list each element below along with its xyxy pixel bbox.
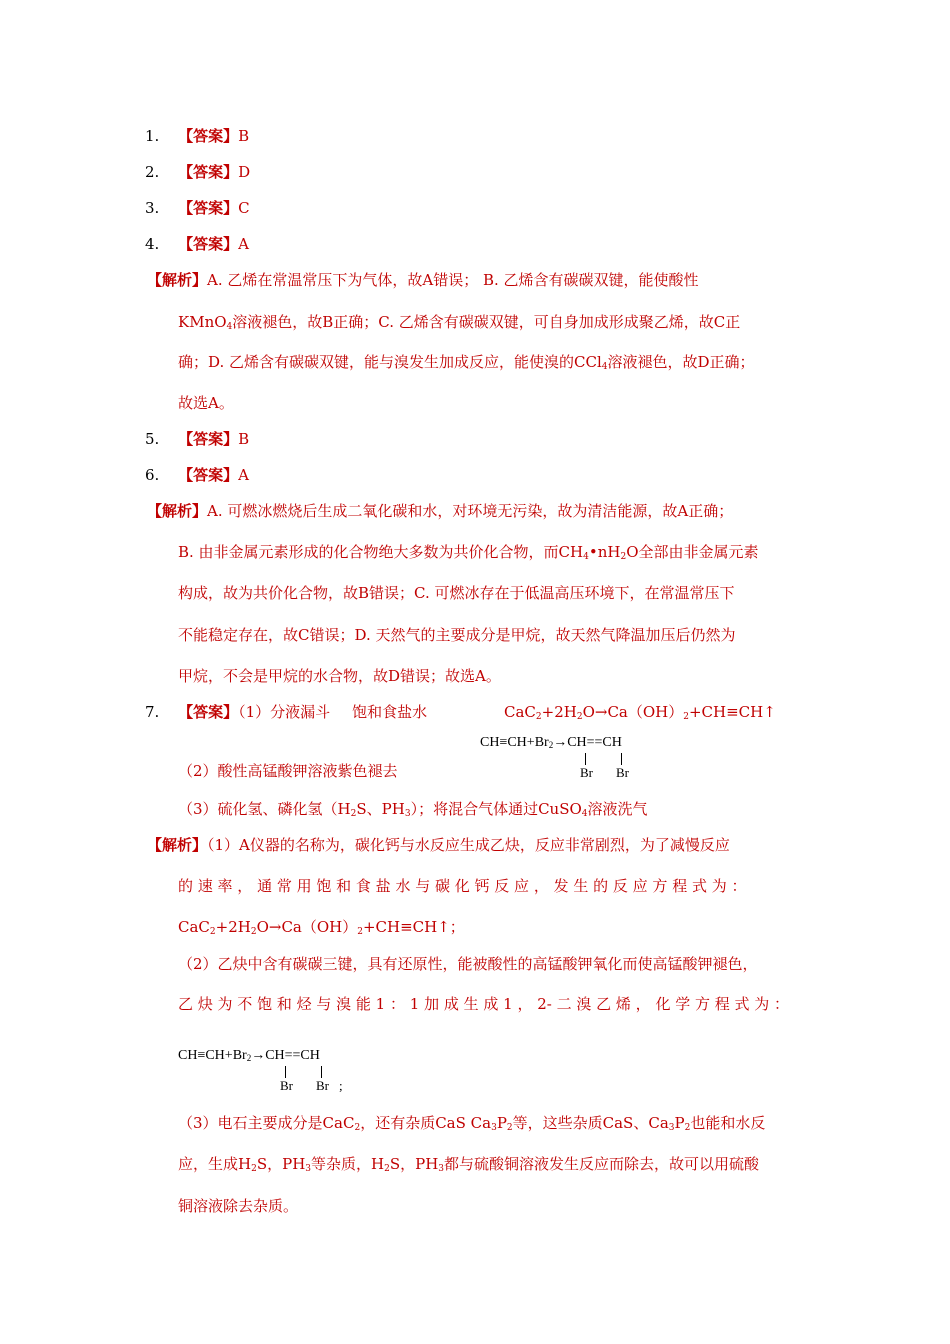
bromine-label: Br: [316, 1078, 329, 1093]
text: CaC: [178, 918, 210, 936]
text: KMnO: [178, 313, 227, 331]
semicolon: ;: [339, 1078, 343, 1093]
question-number: 4.: [145, 235, 160, 253]
text: +CH≡CH↑: [688, 703, 776, 721]
subscript: 3: [305, 1164, 312, 1174]
question-number: 3.: [145, 199, 160, 217]
text: ，还有杂质CaS Ca: [360, 1114, 492, 1132]
bond-line: [585, 753, 586, 765]
text: 甲烷，不会是甲烷的水合物，故D错误；故选A。: [178, 667, 501, 685]
question-number: 6.: [145, 466, 160, 484]
text: P: [496, 1114, 507, 1132]
answer-5: [145, 429, 249, 449]
q4-analysis-line-1: [147, 270, 699, 290]
subscript: 3: [668, 1123, 675, 1133]
bromine-label: Br: [616, 765, 629, 780]
text: 溶液洗气: [587, 800, 648, 818]
answer-3: [145, 198, 250, 218]
answer-value: B: [238, 127, 250, 145]
bond-line: [285, 1066, 286, 1078]
subscript: 2: [357, 927, 363, 937]
q6-analysis-line-2: [178, 542, 759, 562]
subscript: 4: [581, 809, 588, 819]
text: +2H: [541, 703, 577, 721]
answer-7-part-3: [178, 799, 648, 819]
q4-analysis-line-4: [178, 393, 234, 413]
subscript: 4: [226, 322, 233, 332]
subscript: 2: [384, 1164, 390, 1174]
answer-label: 【答案】: [178, 235, 239, 253]
q6-analysis-line-4: [178, 625, 736, 645]
answer-4: [145, 234, 249, 254]
subscript: 2: [350, 809, 357, 819]
text: 的 速 率 ， 通 常 用 饱 和 食 盐 水 与 碳 化 钙 反 应 ， 发 生 的 反 应 方 程 式 为 ：: [178, 877, 747, 895]
bond-line: [621, 753, 622, 765]
answer-1: [145, 126, 249, 146]
q4-analysis-line-2: [178, 312, 740, 332]
text: O→Ca（OH）: [256, 918, 358, 936]
subscript: 2: [620, 552, 627, 562]
subscript: 2: [506, 1123, 513, 1133]
subscript: 2: [250, 927, 257, 937]
q7-analysis-line-7: [178, 1154, 759, 1174]
answer-value: D: [238, 163, 251, 181]
text: O全部由非金属元素: [626, 543, 759, 561]
analysis-text: A. 乙烯在常温常压下为气体，故A错误； B. 乙烯含有碳碳双键，能使酸性: [207, 271, 699, 289]
text: 乙 炔 为 不 饱 和 烃 与 溴 能 1 ： 1 加 成 生 成 1 ， 2- 二 溴 乙 烯 ， 化 学 方 程 式 为 ：: [178, 995, 790, 1013]
subscript: 2: [251, 1164, 257, 1174]
text: （3）硫化氢、磷化氢（H: [178, 800, 351, 818]
text: （2）乙炔中含有碳碳三键，具有还原性，能被酸性的高锰酸钾氧化而使高锰酸钾褪色，: [178, 955, 758, 973]
text: 也能和水反: [690, 1114, 766, 1132]
text: CaC: [504, 703, 536, 721]
answer-value: C: [238, 199, 250, 217]
q4-analysis-line-3: [178, 352, 755, 372]
q7-analysis-line-5: [178, 994, 789, 1014]
answer-7: [145, 702, 427, 722]
q7-analysis-line-4: [178, 954, 758, 974]
answer-2: [145, 162, 250, 182]
subscript: 2: [683, 712, 689, 722]
formula-main: [480, 735, 622, 751]
subscript: 4: [583, 552, 589, 562]
text: S，PH: [256, 1155, 306, 1173]
bond-line: [321, 1066, 322, 1078]
text: P: [674, 1114, 685, 1132]
q6-analysis-line-1: [147, 501, 733, 521]
text: CH≡CH+Br: [178, 1048, 247, 1063]
text: 溶液褪色，故B正确；C. 乙烯含有碳碳双键，可自身加成形成聚乙烯，故C正: [232, 313, 741, 331]
subscript: 2: [209, 927, 216, 937]
text: O→Ca（OH）: [582, 703, 684, 721]
analysis-label: 【解析】: [147, 836, 208, 854]
text: →CH==CH: [251, 1048, 320, 1063]
text: （3）电石主要成分是CaC: [178, 1114, 355, 1132]
analysis-label: 【解析】: [147, 502, 208, 520]
answer-label: 【答案】: [178, 163, 239, 181]
answer-value: A: [238, 466, 249, 484]
answer-7-equation: [504, 702, 776, 722]
subscript: 4: [601, 362, 608, 372]
answer-label: 【答案】: [178, 466, 239, 484]
answer-label: 【答案】: [178, 703, 239, 721]
analysis-text: （1）A仪器的名称为，碳化钙与水反应生成乙炔，反应非常剧烈，为了减慢反应: [207, 836, 730, 854]
text: +CH≡CH↑；: [362, 918, 465, 936]
text: →CH==CH: [553, 735, 622, 750]
bromine-label: Br: [580, 765, 593, 780]
text: （2）酸性高锰酸钾溶液紫色褪去: [178, 762, 398, 780]
answer-label: 【答案】: [178, 127, 239, 145]
text: 等，这些杂质CaS、Ca: [512, 1114, 669, 1132]
formula-main: [178, 1048, 320, 1064]
question-number: 1.: [145, 127, 160, 145]
structural-formula-2: [178, 1048, 358, 1096]
subscript: 2: [246, 1053, 252, 1063]
answer-part-1b: 饱和食盐水: [352, 703, 428, 721]
text: CH≡CH+Br: [480, 735, 549, 750]
question-number: 2.: [145, 163, 160, 181]
subscript: 2: [684, 1123, 691, 1133]
answer-7-part-2: [178, 761, 398, 781]
answer-value: B: [238, 430, 250, 448]
text: 应，生成H: [178, 1155, 252, 1173]
text: 溶液褪色，故D正确；: [607, 353, 755, 371]
text: ）；将混合气体通过CuSO: [410, 800, 582, 818]
q7-analysis-line-1: [147, 835, 730, 855]
question-number: 5.: [145, 430, 160, 448]
structural-formula-1: [480, 735, 650, 783]
subscript: 2: [576, 712, 583, 722]
subscript: 2: [548, 740, 554, 750]
subscript: 2: [354, 1123, 361, 1133]
q7-analysis-line-6: [178, 1113, 765, 1133]
q7-analysis-line-2: [178, 876, 747, 896]
text: S，PH: [389, 1155, 439, 1173]
subscript: 3: [491, 1123, 497, 1133]
answer-label: 【答案】: [178, 430, 239, 448]
text: •nH: [588, 543, 621, 561]
q6-analysis-line-3: [178, 583, 735, 603]
text: 不能稳定存在，故C错误；D. 天然气的主要成分是甲烷，故天然气降温加压后仍然为: [178, 626, 736, 644]
text: 都与硫酸铜溶液发生反应而除去，故可以用硫酸: [444, 1155, 760, 1173]
text: 故选A。: [178, 394, 234, 412]
q7-analysis-line-3: [178, 917, 465, 937]
q7-analysis-line-8: [178, 1196, 298, 1216]
subscript: 3: [404, 809, 411, 819]
text: 构成，故为共价化合物，故B错误；C. 可燃冰存在于低温高压环境下，在常温常压下: [178, 584, 735, 602]
text: 等杂质，H: [311, 1155, 385, 1173]
text: S、PH: [356, 800, 405, 818]
analysis-label: 【解析】: [147, 271, 208, 289]
subscript: 2: [535, 712, 542, 722]
question-number: 7.: [145, 703, 160, 721]
text: B. 由非金属元素形成的化合物绝大多数为共价化合物，而CH: [178, 543, 584, 561]
answer-6: [145, 465, 249, 485]
q6-analysis-line-5: [178, 666, 501, 686]
answer-value: A: [238, 235, 249, 253]
bromine-label: Br: [280, 1078, 293, 1093]
text: 确；D. 乙烯含有碳碳双键，能与溴发生加成反应，能使溴的CCl: [178, 353, 602, 371]
text: +2H: [215, 918, 251, 936]
text: 铜溶液除去杂质。: [178, 1197, 299, 1215]
analysis-text: A. 可燃冰燃烧后生成二氧化碳和水，对环境无污染，故为清洁能源，故A正确；: [207, 502, 734, 520]
subscript: 3: [438, 1164, 445, 1174]
answer-part-1: （1）分液漏斗: [238, 703, 331, 721]
answer-label: 【答案】: [178, 199, 239, 217]
